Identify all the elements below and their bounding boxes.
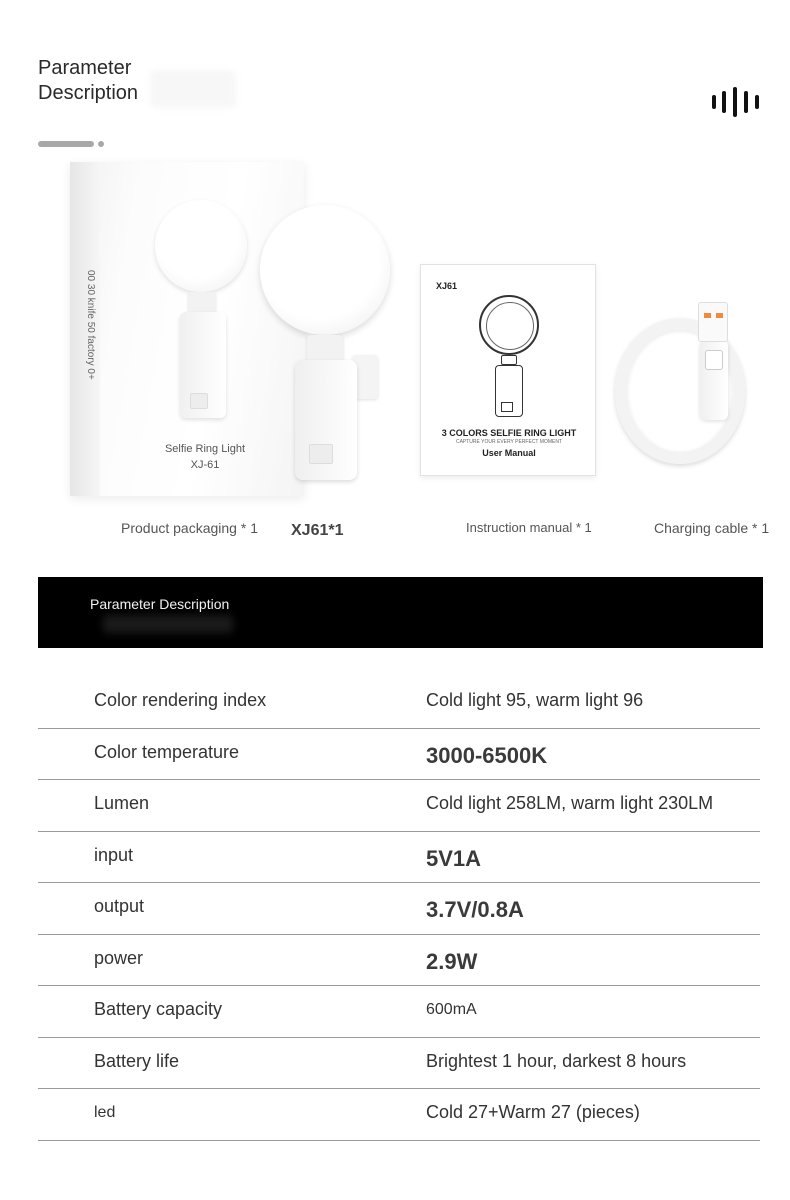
caption-light: XJ61*1 bbox=[291, 522, 344, 539]
caption-manual: Instruction manual * 1 bbox=[466, 520, 592, 535]
spec-value: 5V1A bbox=[426, 845, 482, 871]
table-row bbox=[38, 1038, 760, 1090]
spec-label: Color temperature bbox=[94, 741, 240, 762]
spec-label: Battery capacity bbox=[94, 999, 223, 1019]
table-row bbox=[38, 883, 760, 935]
ring-light-neck bbox=[307, 335, 343, 363]
spec-value: Cold 27+Warm 27 (pieces) bbox=[426, 1102, 640, 1122]
manual-clip-drawing bbox=[495, 365, 523, 417]
carousel-indicator-active bbox=[38, 141, 94, 147]
spec-label: Battery life bbox=[94, 1050, 180, 1071]
spec-label: power bbox=[94, 947, 144, 968]
usb-a-connector bbox=[698, 302, 728, 342]
band-blur-decoration bbox=[103, 615, 233, 633]
box-light-neck bbox=[188, 292, 216, 314]
product-box-label bbox=[150, 441, 260, 473]
spec-label: Color rendering index bbox=[94, 690, 267, 710]
spec-value: Cold light 95, warm light 96 bbox=[426, 690, 644, 710]
box-light-window bbox=[190, 393, 208, 409]
spec-label: led bbox=[94, 1104, 116, 1121]
manual-title: 3 COLORS SELFIE RING LIGHT bbox=[441, 428, 577, 438]
page-title-line1: Parameter bbox=[38, 57, 132, 79]
table-row bbox=[38, 832, 760, 884]
table-row bbox=[38, 780, 760, 832]
manual-light-drawing bbox=[479, 295, 539, 355]
caption-packaging: Product packaging * 1 bbox=[121, 520, 258, 536]
ring-light-head bbox=[260, 205, 390, 335]
page-title bbox=[38, 56, 138, 106]
manual-model: XJ61 bbox=[436, 281, 458, 291]
spec-value: Cold light 258LM, warm light 230LM bbox=[426, 793, 714, 813]
table-row bbox=[38, 729, 760, 781]
caption-cable: Charging cable * 1 bbox=[654, 520, 770, 536]
spec-value: Brightest 1 hour, darkest 8 hours bbox=[426, 1050, 687, 1071]
table-row bbox=[38, 1089, 760, 1141]
product-box-label-line1: Selfie Ring Light bbox=[164, 443, 246, 455]
table-row bbox=[38, 986, 760, 1038]
header-blur-decoration bbox=[150, 70, 236, 108]
box-light-head bbox=[155, 200, 247, 292]
sound-wave-icon bbox=[712, 86, 760, 118]
spec-label: Lumen bbox=[94, 793, 150, 813]
section-header-band bbox=[38, 577, 763, 648]
page-title-line2: Description bbox=[38, 82, 139, 104]
manual-subtitle: CAPTURE YOUR EVERY PERFECT MOMENT bbox=[455, 439, 563, 445]
spec-value: 2.9W bbox=[426, 948, 478, 974]
spec-table bbox=[38, 677, 760, 1141]
ring-light-window bbox=[309, 444, 333, 464]
instruction-manual-image bbox=[420, 264, 596, 476]
carousel-indicator-dot bbox=[98, 141, 104, 147]
spec-value: 3.7V/0.8A bbox=[426, 897, 524, 922]
spec-label: output bbox=[94, 896, 145, 916]
spec-value: 600mA bbox=[426, 1001, 477, 1018]
table-row bbox=[38, 677, 760, 729]
product-box-label-line2: XJ-61 bbox=[190, 459, 220, 471]
spec-label: input bbox=[94, 844, 134, 865]
section-header-title: Parameter Description bbox=[90, 596, 230, 612]
manual-neck-drawing bbox=[501, 355, 517, 365]
table-row bbox=[38, 935, 760, 987]
manual-label: User Manual bbox=[482, 448, 536, 458]
product-box-side-text: 00 30 knife 50 factory 0+ bbox=[85, 270, 96, 380]
type-c-connector bbox=[705, 350, 723, 370]
spec-value: 3000-6500K bbox=[426, 742, 548, 768]
